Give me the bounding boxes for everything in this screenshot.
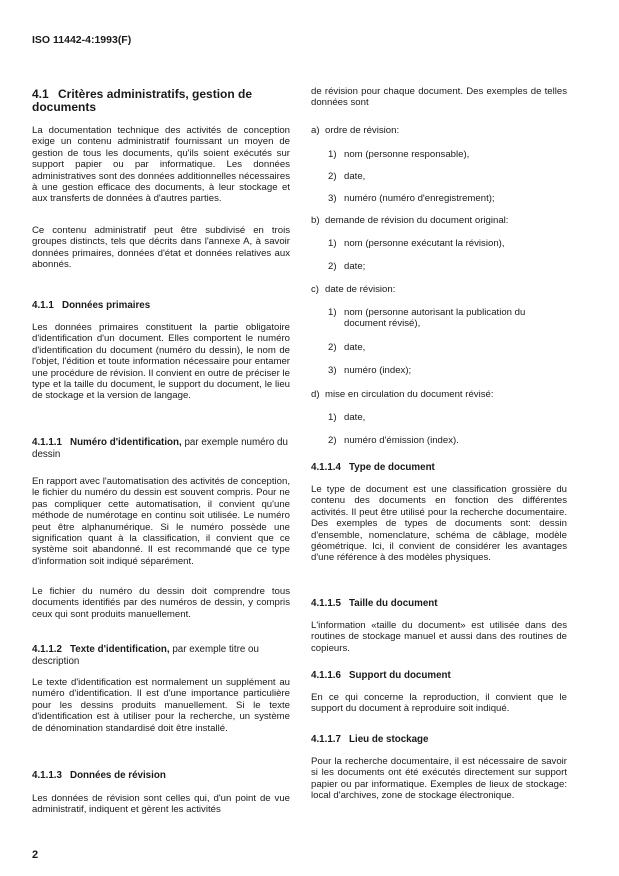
list-marker: 2) xyxy=(328,171,337,182)
list-text: nom (personne exécutant la révision), xyxy=(344,238,505,249)
list-subitem xyxy=(311,261,584,272)
list-item-d xyxy=(311,389,567,400)
list-text: mise en circulation du document révisé: xyxy=(325,389,494,400)
paragraph: Pour la recherche documentaire, il est nécessaire de savoir si les documents ont été exécutés directement sur support papier ou par informatique. Exemples de lieux de stockage: local d'archives, zone de stockage électronique. xyxy=(311,756,567,802)
list-marker: 3) xyxy=(328,365,337,376)
paragraph: La documentation technique des activités de conception exige un contenu administratif fournissant un moyen de gestion de tous les documents, qu'ils soient exécutés sur support papier ou par informatique. Les données administratives sont des données additionnelles nécessaires à une gestion efficace des documents, à leur stockage et aux transferts de données à d'autres parties. xyxy=(32,125,290,205)
section-subtitle: par exemple numéro du dessin xyxy=(32,437,288,460)
section-number: 4.1.1.5 xyxy=(311,598,341,609)
section-number: 4.1.1 xyxy=(32,300,54,311)
list-marker: 2) xyxy=(328,435,337,446)
section-title: Support du document xyxy=(349,670,451,681)
list-text: numéro d'émission (index). xyxy=(344,435,459,446)
list-marker: 1) xyxy=(328,149,337,160)
paragraph: Le type de document est une classification grossière du contenu des documents en fonction des différentes activités. Il peut être utilisé pour la recherche documentaire. Des exemples de types de documents sont: dessin d'ensemble, nomenclature, schéma de câblage, modèle géométrique. Ici, il convient de considérer les avantages d'une référence à des modèles physiques. xyxy=(311,484,567,564)
document-header: ISO 11442-4:1993(F) xyxy=(32,34,132,46)
list-text: ordre de révision: xyxy=(325,125,400,136)
list-subitem xyxy=(311,342,584,353)
paragraph: de révision pour chaque document. Des exemples de telles données sont xyxy=(311,86,567,109)
list-marker: 2) xyxy=(328,261,337,272)
section-number: 4.1.1.6 xyxy=(311,670,341,681)
paragraph: Ce contenu administratif peut être subdivisé en trois groupes distincts, tels que décrits dans l'annexe A, à savoir données primaires, données d'état et données relatives aux abonnés. xyxy=(32,225,290,271)
list-text: numéro (numéro d'enregistrement); xyxy=(344,193,495,204)
section-heading-4-1-1-6 xyxy=(311,670,567,681)
list-text: date, xyxy=(344,412,366,423)
list-marker: 1) xyxy=(328,412,337,423)
list-subitem xyxy=(311,412,584,423)
list-text: date; xyxy=(344,261,366,272)
paragraph: En ce qui concerne la reproduction, il convient que le support du document à reproduire soit indiqué. xyxy=(311,692,567,715)
list-text: nom (personne autorisant la publication du document révisé), xyxy=(344,307,526,330)
paragraph: En rapport avec l'automatisation des activités de conception, le fichier du numéro du dessin est souvent compris. Pour ne pas compliquer cette automatisation, il convient qu'une méthode de numérotage en continu soit utilisée. Le numéro peut être alphanumérique. Si le numéro possède une signification quant à la classification, il convient que ce système soit abandonné. Il est recommandé que ce type d'information soit indiqué séparément. xyxy=(32,476,290,567)
list-text: demande de révision du document original: xyxy=(325,215,509,226)
page-number: 2 xyxy=(32,849,39,861)
list-marker: d) xyxy=(311,389,320,400)
list-subitem xyxy=(311,365,584,376)
list-subitem xyxy=(311,307,584,330)
section-number: 4.1.1.4 xyxy=(311,462,341,473)
list-text: date de révision: xyxy=(325,284,396,295)
section-title: Numéro d'identification, xyxy=(70,437,182,448)
list-text: date, xyxy=(344,342,366,353)
section-number: 4.1.1.1 xyxy=(32,437,62,448)
section-heading-4-1-1-1 xyxy=(32,437,290,461)
list-subitem xyxy=(311,149,584,160)
list-marker: 1) xyxy=(328,238,337,249)
list-marker: c) xyxy=(311,284,319,295)
section-title: Taille du document xyxy=(349,598,438,609)
paragraph: Le fichier du numéro du dessin doit comprendre tous documents identifiés par des numéros de dessin, y compris ceux qui sont produits manuellement. xyxy=(32,586,290,620)
list-text: date, xyxy=(344,171,366,182)
section-number: 4.1.1.3 xyxy=(32,770,62,781)
section-heading-4-1-1-3 xyxy=(32,770,290,781)
list-subitem xyxy=(311,435,584,446)
list-subitem xyxy=(311,171,584,182)
section-heading-4-1-1-4 xyxy=(311,462,567,473)
paragraph: Les données primaires constituent la partie obligatoire d'identification d'un document. Elles comportent le numéro d'identification du document (numéro du dessin), le nom de l'objet, l'édition et toute information nécessaire pour entamer une procédure de révision. Il convient en outre de préciser le type et la taille du document, le support du document, le lieu de stockage et la version de langage. xyxy=(32,322,290,402)
section-title: Lieu de stockage xyxy=(349,734,429,745)
section-number: 4.1.1.7 xyxy=(311,734,341,745)
section-title: Texte d'identification, xyxy=(70,644,170,655)
section-number: 4.1.1.2 xyxy=(32,644,62,655)
list-text: numéro (index); xyxy=(344,365,412,376)
list-subitem xyxy=(311,193,584,204)
section-title: Type de document xyxy=(349,462,435,473)
list-marker: b) xyxy=(311,215,320,226)
section-number: 4.1 xyxy=(32,87,49,101)
list-marker: 1) xyxy=(328,307,337,318)
section-heading-4-1-1 xyxy=(32,300,290,311)
list-marker: 2) xyxy=(328,342,337,353)
list-marker: 3) xyxy=(328,193,337,204)
list-item-a xyxy=(311,125,567,136)
section-heading-4-1-1-2 xyxy=(32,644,290,668)
section-heading-4-1-1-5 xyxy=(311,598,567,609)
paragraph: L'information «taille du document» est utilisée dans des routines de stockage manuel et aussi dans des routines de copieurs. xyxy=(311,620,567,654)
section-heading-4-1 xyxy=(32,88,290,114)
section-subtitle: par exemple titre ou description xyxy=(32,644,259,667)
paragraph: Le texte d'identification est normalement un supplément au numéro d'identification. Il est d'une importance particulière pour les dessins produits manuellement. Si le texte d'identification est à utiliser pour la recherche, un système de dénomination standardisé doit être installé. xyxy=(32,677,290,734)
section-title: Données primaires xyxy=(62,300,151,311)
list-marker: a) xyxy=(311,125,320,136)
list-item-c xyxy=(311,284,567,295)
list-text: nom (personne responsable), xyxy=(344,149,470,160)
list-subitem xyxy=(311,238,584,249)
section-title: Données de révision xyxy=(70,770,166,781)
section-title: Critères administratifs, gestion de documents xyxy=(32,87,253,114)
list-item-b xyxy=(311,215,567,226)
paragraph: Les données de révision sont celles qui, d'un point de vue administratif, indiquent et gèrent les activités xyxy=(32,793,290,816)
section-heading-4-1-1-7 xyxy=(311,734,567,745)
